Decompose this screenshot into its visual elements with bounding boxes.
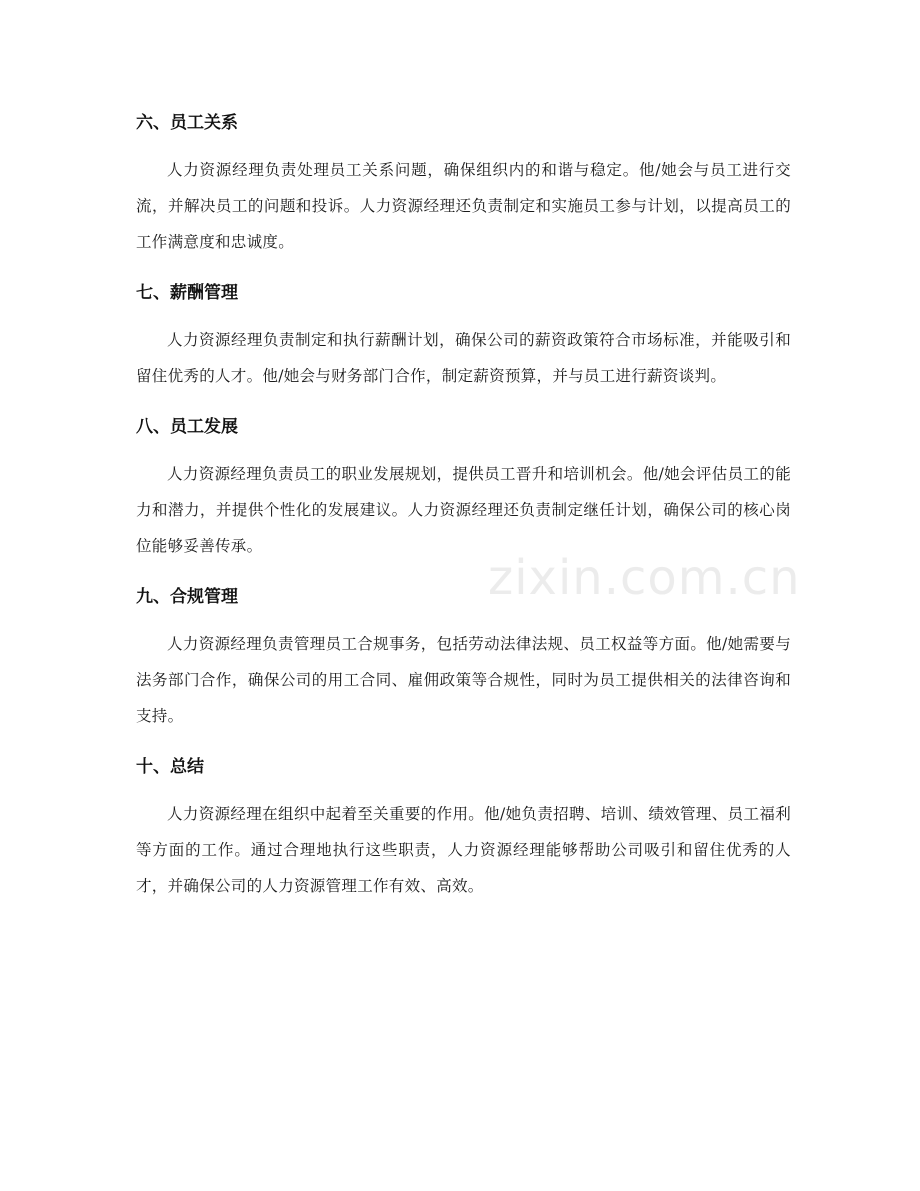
section-employee-development [136,410,791,564]
section-paragraph: 人力资源经理负责员工的职业发展规划，提供员工晋升和培训机会。他/她会评估员工的能力和潜力，并提供个性化的发展建议。人力资源经理还负责制定继任计划，确保公司的核心岗位能够妥善传承。 [136,465,791,555]
section-paragraph: 人力资源经理在组织中起着至关重要的作用。他/她负责招聘、培训、绩效管理、员工福利等方面的工作。通过合理地执行这些职责，人力资源经理能够帮助公司吸引和留住优秀的人才，并确保公司的人力资源管理工作有效、高效。 [136,805,791,895]
section-heading: 六、员工关系 [136,113,238,133]
watermark: zixin.com.cn [488,550,801,606]
section-paragraph: 人力资源经理负责制定和执行薪酬计划，确保公司的薪资政策符合市场标准，并能吸引和留住优秀的人才。他/她会与财务部门合作，制定薪资预算，并与员工进行薪资谈判。 [136,331,791,385]
section-compliance-management [136,580,791,734]
section-employee-relations [136,106,791,260]
section-summary [136,750,791,904]
section-heading: 十、总结 [136,757,204,777]
section-paragraph: 人力资源经理负责处理员工关系问题，确保组织内的和谐与稳定。他/她会与员工进行交流，并解决员工的问题和投诉。人力资源经理还负责制定和实施员工参与计划，以提高员工的工作满意度和忠诚度。 [136,161,791,251]
section-paragraph: 人力资源经理负责管理员工合规事务，包括劳动法律法规、员工权益等方面。他/她需要与法务部门合作，确保公司的用工合同、雇佣政策等合规性，同时为员工提供相关的法律咨询和支持。 [136,635,791,725]
section-heading: 九、合规管理 [136,587,238,607]
section-compensation-management [136,276,791,394]
section-heading: 七、薪酬管理 [136,283,238,303]
section-heading: 八、员工发展 [136,417,238,437]
document-body [136,106,791,920]
